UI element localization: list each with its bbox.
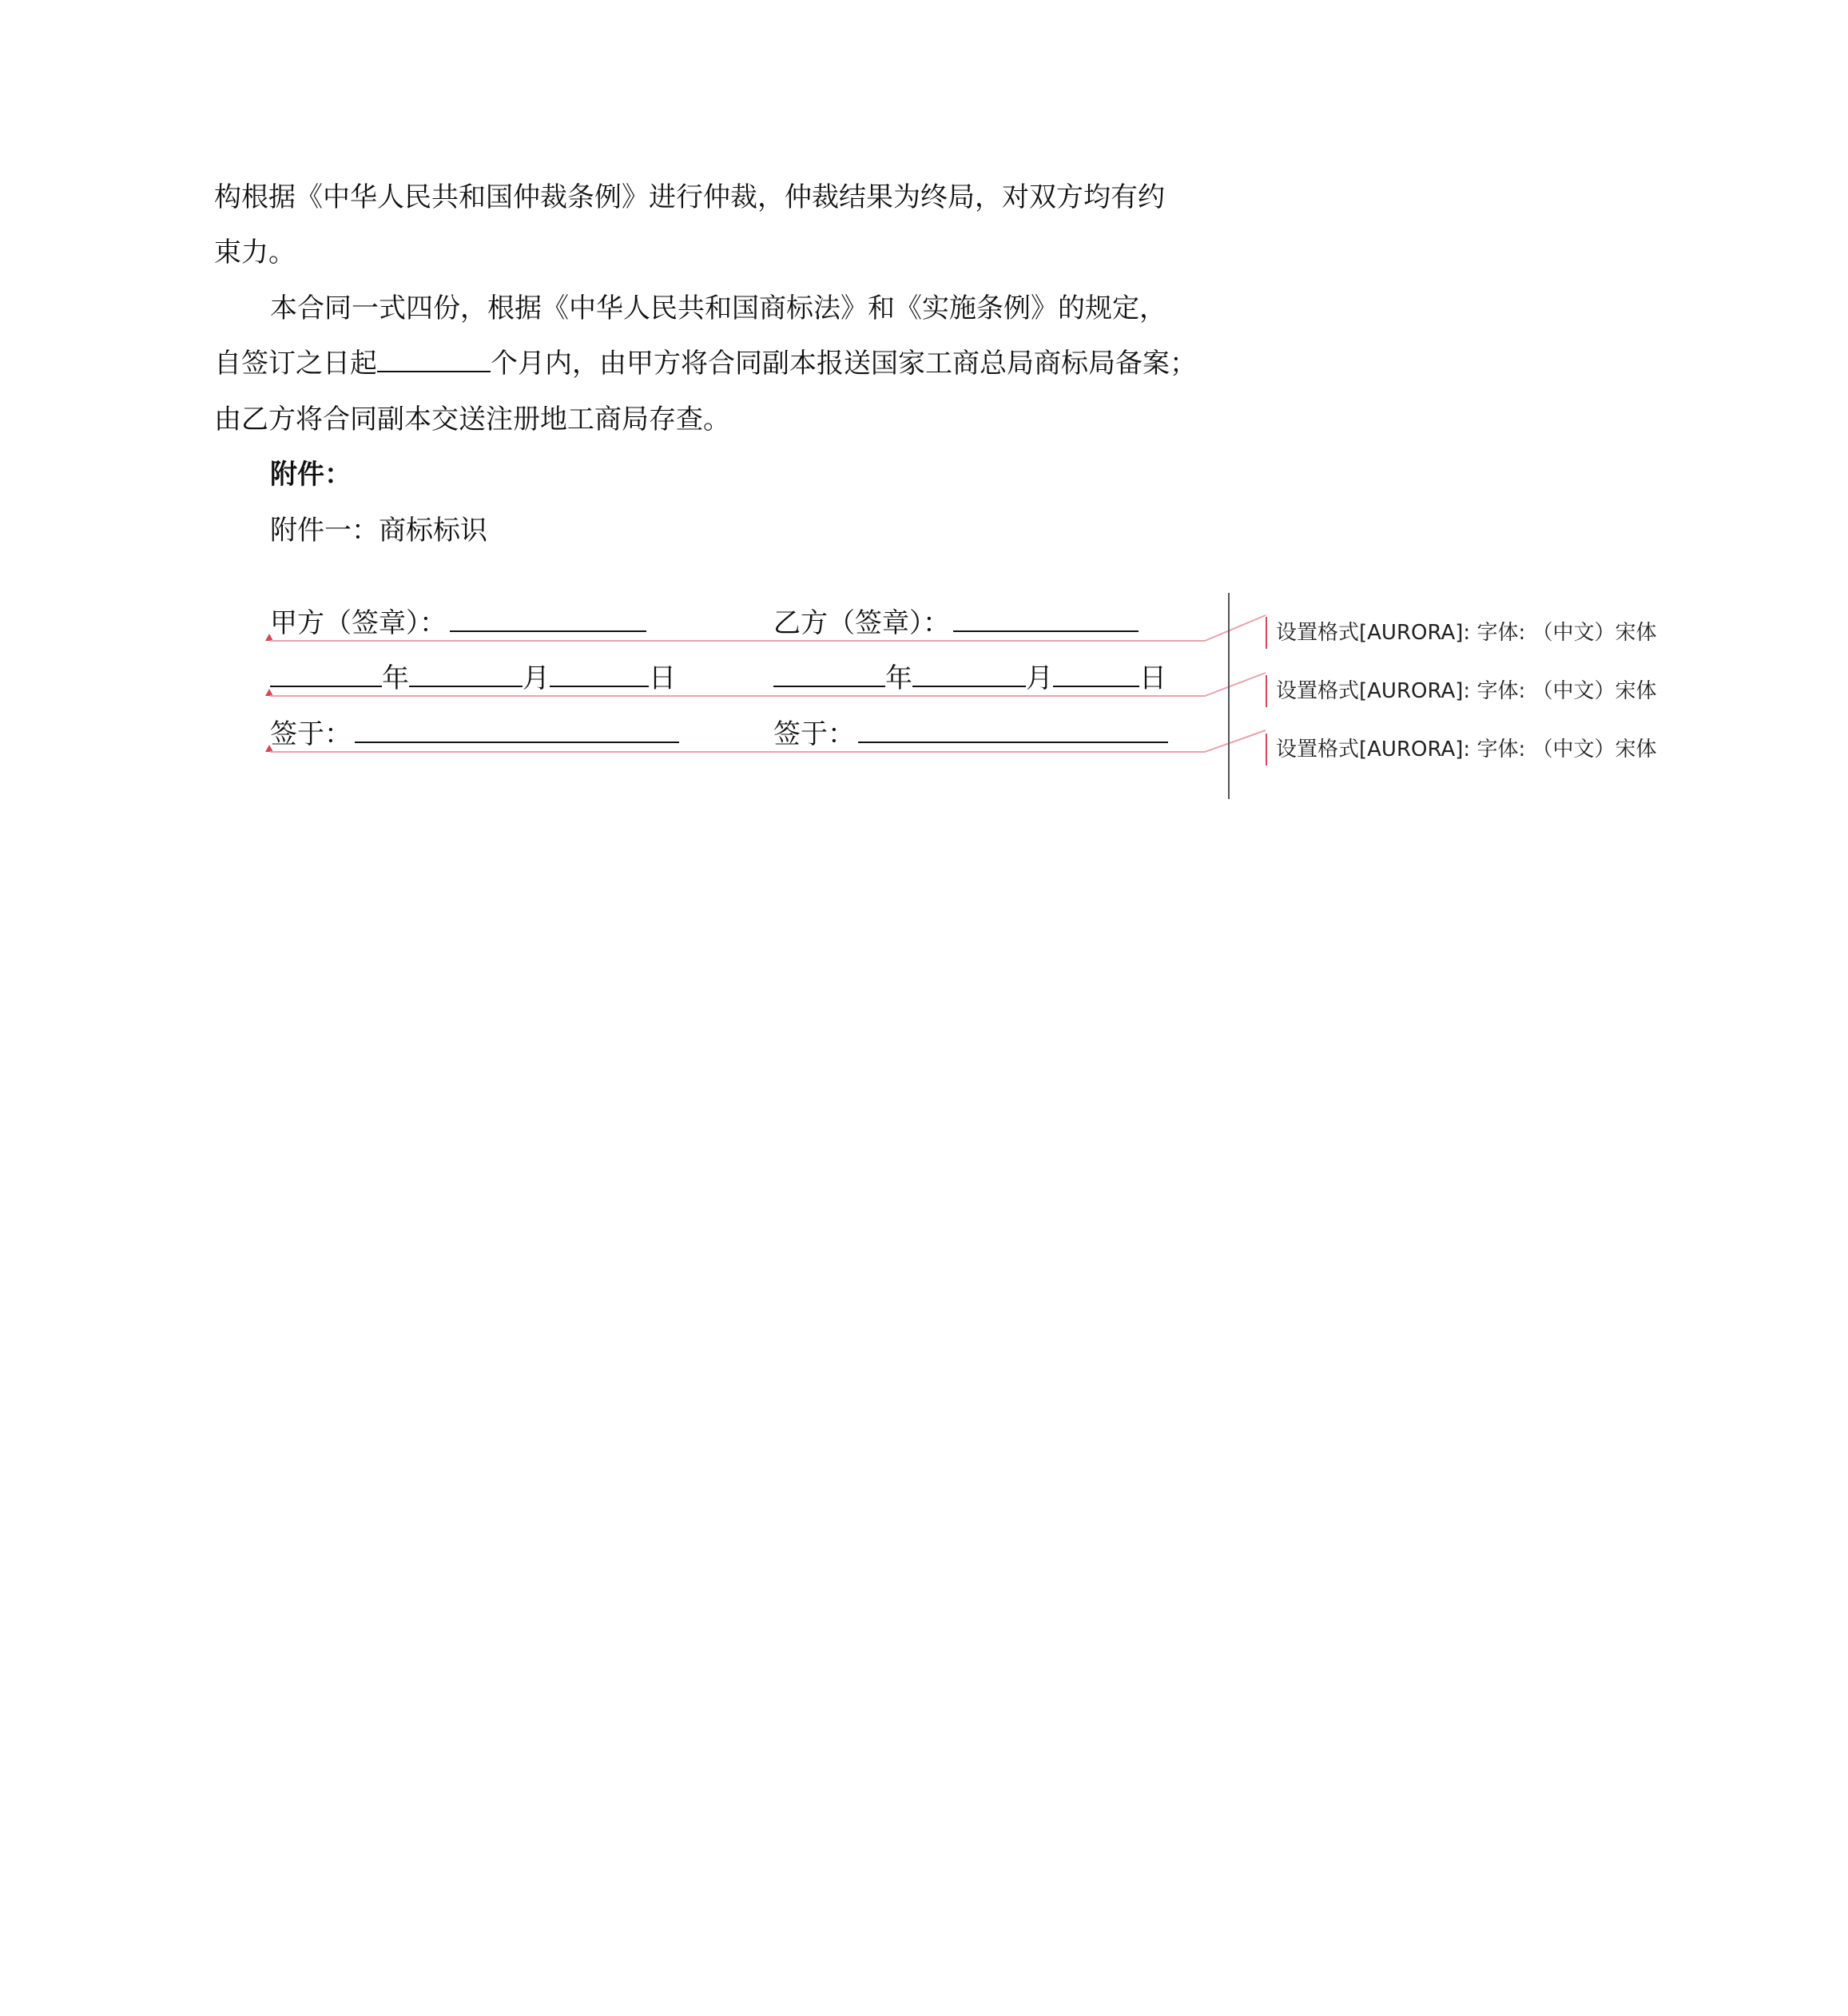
comment-margin-divider — [1228, 593, 1230, 799]
party-b-signed-at-label: 签于： — [773, 718, 855, 750]
attachments-heading: 附件： — [270, 459, 352, 491]
paragraph-copies-line1: 本合同一式四份，根据《中华人民共和国商标法》和《实施条例》的规定， — [270, 292, 1166, 324]
comment-balloon-bar — [1266, 675, 1267, 707]
party-a-day-label: 日 — [649, 662, 676, 694]
attachment-item-1: 附件一：商标标识 — [270, 515, 487, 547]
format-comment-2[interactable]: 设置格式[AURORA]: 字体: （中文）宋体 — [1276, 679, 1657, 703]
format-comment-1[interactable]: 设置格式[AURORA]: 字体: （中文）宋体 — [1276, 621, 1657, 645]
comment-balloon-bar — [1266, 617, 1267, 649]
party-a-year-label: 年 — [382, 662, 409, 694]
format-comment-3[interactable]: 设置格式[AURORA]: 字体: （中文）宋体 — [1276, 738, 1657, 761]
party-b-label: 乙方（签章）： — [773, 607, 950, 639]
party-b-month-label: 月 — [1026, 662, 1053, 694]
party-a-label: 甲方（签章）： — [270, 607, 447, 639]
paragraph-arbitration-line1: 构根据《中华人民共和国仲裁条例》进行仲裁，仲裁结果为终局，对双方均有约 — [214, 181, 1165, 213]
party-b-day-label: 日 — [1139, 662, 1166, 694]
party-a-month-label: 月 — [523, 662, 550, 694]
paragraph-copies-text-after: 个月内，由甲方将合同副本报送国家工商总局商标局备案； — [491, 348, 1197, 380]
paragraph-arbitration-line2: 束力。 — [214, 237, 296, 268]
paragraph-copies-text-before: 自签订之日起 — [214, 348, 377, 380]
party-a-signed-at-label: 签于： — [270, 718, 352, 750]
paragraph-copies-line3: 由乙方将合同副本交送注册地工商局存查。 — [214, 404, 730, 435]
party-b-year-label: 年 — [885, 662, 912, 694]
comment-balloon-bar — [1266, 734, 1267, 765]
